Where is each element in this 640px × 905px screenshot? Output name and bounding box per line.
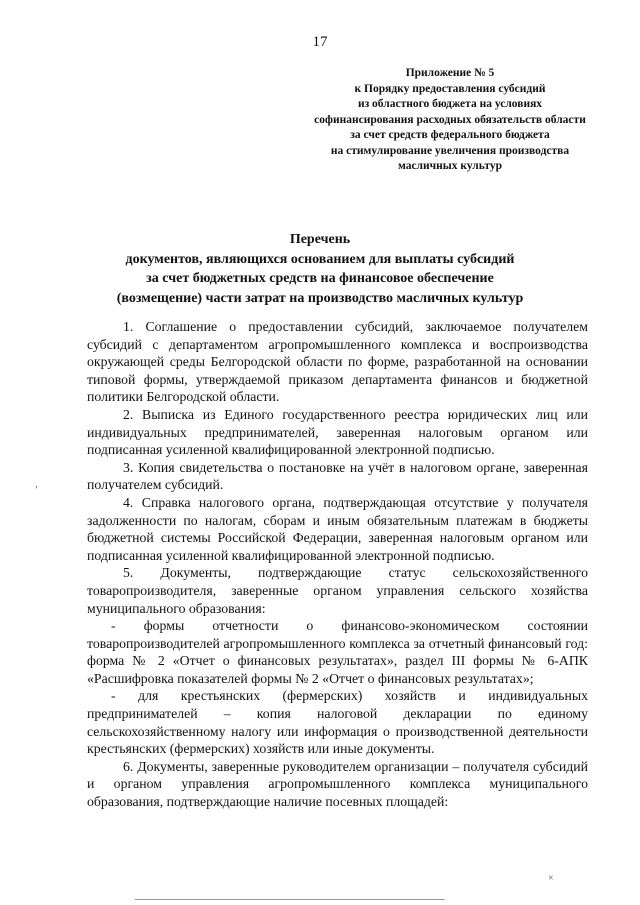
- paragraph-2: 2. Выписка из Единого государственного реестра юридических лиц или индивидуальных предпринимателей, заверенная налоговым органом или подписанная усиленной квалифицированной электронной подписью.: [87, 406, 588, 458]
- title-line: (возмещение) части затрат на производство масличных культур: [116, 290, 524, 306]
- appendix-header: [300, 66, 600, 175]
- appendix-line: за счет средств федерального бюджета: [350, 129, 550, 141]
- paragraph-1: 1. Соглашение о предоставлении субсидий, заключаемое получателем субсидий с департаментом агропромышленного комплекса и воспроизводства окружающей среды Белгородской области по форме, разработанной на основании типовой формы, утверждаемой приказом департамента финансов и бюджетной политики Белгородской области.: [87, 319, 588, 405]
- appendix-line: к Порядку предоставления субсидий: [354, 82, 546, 95]
- scan-mark: ×: [548, 873, 554, 884]
- appendix-line: Приложение № 5: [405, 67, 495, 79]
- scan-mark: ,: [35, 479, 38, 490]
- paragraph-3: 3. Копия свидетельства о постановке на учёт в налоговом органе, заверенная получателем субсидий.: [87, 459, 588, 493]
- document-body: [87, 318, 588, 811]
- appendix-line: на стимулирование увеличения производства: [330, 144, 570, 157]
- paragraph-6: 6. Документы, заверенные руководителем организации – получателя субсидий и органом управления агропромышленного комплекса муниципального образования, подтверждающие наличие посевных площадей:: [87, 758, 588, 810]
- paragraph-5: 5. Документы, подтверждающие статус сельскохозяйственного товаропроизводителя, заверенные органом управления сельского хозяйства муниципального образования:: [87, 565, 588, 616]
- appendix-line: софинансирования расходных обязательств области: [314, 113, 586, 126]
- title-line: документов, являющихся основанием для выплаты субсидий: [125, 251, 515, 267]
- list-item-reporting-forms: - формы отчетности о финансово-экономическом состоянии товаропроизводителей агропромышленного комплекса за отчетный финансовый год: форма № 2 «Отчет о финансовых результатах», раздел III формы № 6-АПК «Расшифровка показателей формы № 2 «Отчет о финансовых результатах»;: [87, 618, 588, 686]
- appendix-line: из областного бюджета на условиях: [357, 98, 543, 110]
- page-number: 17: [312, 34, 328, 50]
- title-line: за счет бюджетных средств на финансовое обеспечение: [146, 271, 494, 286]
- scan-bottom-line: [135, 899, 445, 900]
- title-line: Перечень: [289, 232, 351, 247]
- paragraph-4: 4. Справка налогового органа, подтверждающая отсутствие у получателя задолженности по налогам, сборам и иным обязательным платежам в бюджеты бюджетной системы Российской Федерации, заверенная налоговым органом или подписанная усиленной квалифицированной электронной подписью.: [87, 494, 588, 563]
- list-item-farms: - для крестьянских (фермерских) хозяйств и индивидуальных предпринимателей – копия налоговой декларации по единому сельскохозяйственному налогу или информация о производственной деятельности крестьянских (фермерских) хозяйств или иные документы.: [87, 688, 588, 757]
- appendix-line: масличных культур: [397, 160, 503, 172]
- document-title: [60, 230, 580, 308]
